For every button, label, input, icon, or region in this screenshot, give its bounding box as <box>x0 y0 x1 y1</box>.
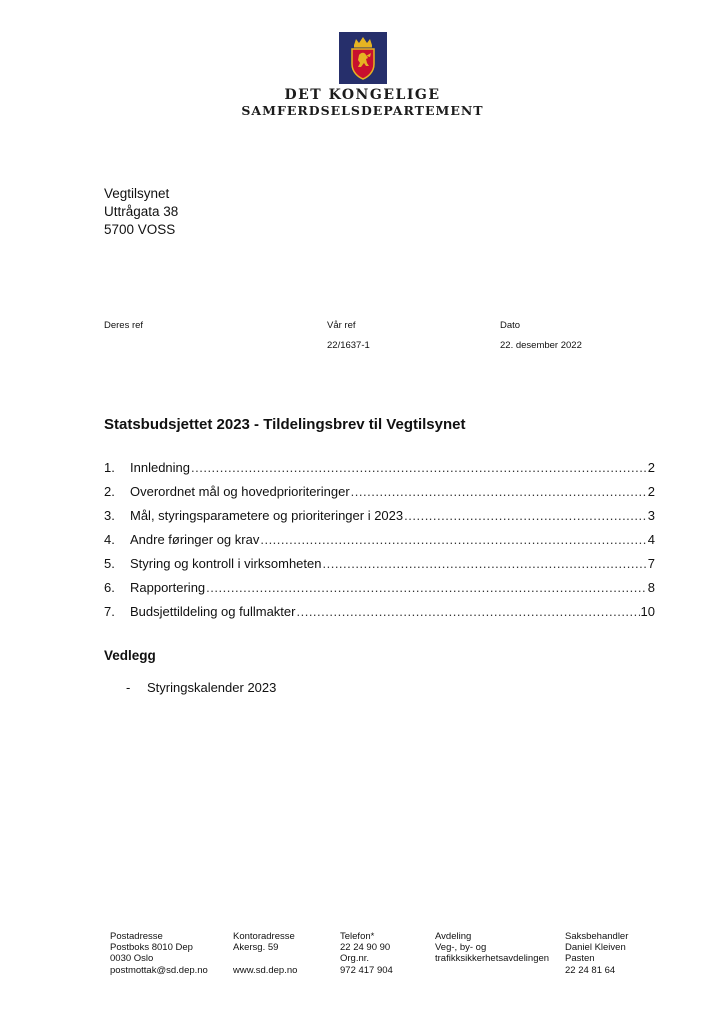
toc-number: 1. <box>104 460 115 475</box>
footer-email: postmottak@sd.dep.no <box>110 964 208 976</box>
footer-line: Pasten <box>565 953 595 965</box>
footer-line: Akersg. 59 <box>233 942 279 954</box>
footer-label: Postadresse <box>110 931 163 942</box>
table-of-contents <box>104 460 655 628</box>
toc-entry[interactable] <box>104 556 655 580</box>
toc-page-number: 8 <box>647 580 655 595</box>
toc-page-number: 7 <box>647 556 655 571</box>
footer-label: Telefon* <box>340 931 375 942</box>
toc-title: Budsjettildeling og fullmakter <box>130 604 296 619</box>
toc-entry[interactable] <box>104 580 655 604</box>
deres-ref <box>104 320 143 340</box>
attachments-heading: Vedlegg <box>104 648 156 663</box>
footer-label: Avdeling <box>435 931 472 942</box>
toc-number: 5. <box>104 556 115 571</box>
footer-label: Saksbehandler <box>565 931 629 942</box>
toc-number: 4. <box>104 532 115 547</box>
recipient-street: Uttrågata 38 <box>104 204 179 219</box>
footer-line: trafikksikkerhetsavdelingen <box>435 953 550 965</box>
toc-entry[interactable] <box>104 460 655 484</box>
toc-number: 3. <box>104 508 115 523</box>
toc-entry[interactable] <box>104 532 655 556</box>
footer-line: 22 24 81 64 <box>565 964 616 976</box>
footer-line: Postboks 8010 Dep <box>110 942 193 954</box>
date-ref <box>500 320 582 351</box>
letterhead-line-2: SAMFERDSELSDEPARTEMENT <box>241 103 484 118</box>
toc-page-number: 2 <box>647 460 655 475</box>
document-title: Statsbudsjettet 2023 - Tildelingsbrev til Vegtilsynet <box>104 416 466 433</box>
toc-leader <box>322 556 646 571</box>
toc-title: Innledning <box>130 460 190 475</box>
toc-number: 2. <box>104 484 115 499</box>
list-bullet: - <box>126 680 131 695</box>
toc-entry[interactable] <box>104 508 655 532</box>
norwegian-coat-of-arms-icon <box>339 32 387 84</box>
footer-website: www.sd.dep.no <box>233 964 298 976</box>
footer-line <box>233 953 297 964</box>
toc-title: Rapportering <box>130 580 206 595</box>
footer-saksbehandler <box>565 931 628 976</box>
toc-entry[interactable] <box>104 484 655 508</box>
toc-title: Andre føringer og krav <box>130 532 260 547</box>
toc-number: 6. <box>104 580 115 595</box>
footer-avdeling <box>435 931 549 965</box>
government-emblem <box>0 32 725 84</box>
toc-number: 7. <box>104 604 115 619</box>
deres-ref-label: Deres ref <box>104 320 144 331</box>
attachment-title: Styringskalender 2023 <box>147 680 277 695</box>
toc-leader <box>191 460 647 475</box>
recipient-address <box>104 185 178 239</box>
toc-leader <box>351 484 647 499</box>
footer-line: 22 24 90 90 <box>340 942 391 954</box>
footer-line: Daniel Kleiven <box>565 942 626 954</box>
footer-kontoradresse <box>233 931 297 976</box>
footer-telefon <box>340 931 393 976</box>
toc-entry[interactable] <box>104 604 655 628</box>
var-ref <box>327 320 370 351</box>
footer-line: 972 417 904 <box>340 964 393 976</box>
footer-label: Kontoradresse <box>233 931 295 942</box>
footer-line: 0030 Oslo <box>110 953 154 965</box>
toc-page-number: 4 <box>647 532 655 547</box>
letterhead-line-1: DET KONGELIGE <box>284 87 441 103</box>
toc-page-number: 2 <box>647 484 655 499</box>
toc-page-number: 10 <box>640 604 655 619</box>
recipient-name: Vegtilsynet <box>104 186 170 201</box>
toc-leader <box>260 532 646 547</box>
date-label: Dato <box>500 320 521 331</box>
date-value: 22. desember 2022 <box>500 340 582 351</box>
footer-postadresse <box>110 931 208 976</box>
var-ref-label: Vår ref <box>327 320 356 331</box>
toc-leader <box>296 604 639 619</box>
toc-title: Mål, styringsparametere og prioriteringer i 2023 <box>130 508 404 523</box>
var-ref-value: 22/1637-1 <box>327 340 370 351</box>
footer-line: Veg-, by- og <box>435 942 487 954</box>
toc-page-number: 3 <box>647 508 655 523</box>
toc-leader <box>206 580 647 595</box>
attachment-item <box>126 680 276 695</box>
toc-title: Styring og kontroll i virksomheten <box>130 556 322 571</box>
recipient-city: 5700 VOSS <box>104 222 176 237</box>
toc-title: Overordnet mål og hovedprioriteringer <box>130 484 350 499</box>
footer-line: Org.nr. <box>340 953 370 965</box>
toc-leader <box>404 508 647 523</box>
